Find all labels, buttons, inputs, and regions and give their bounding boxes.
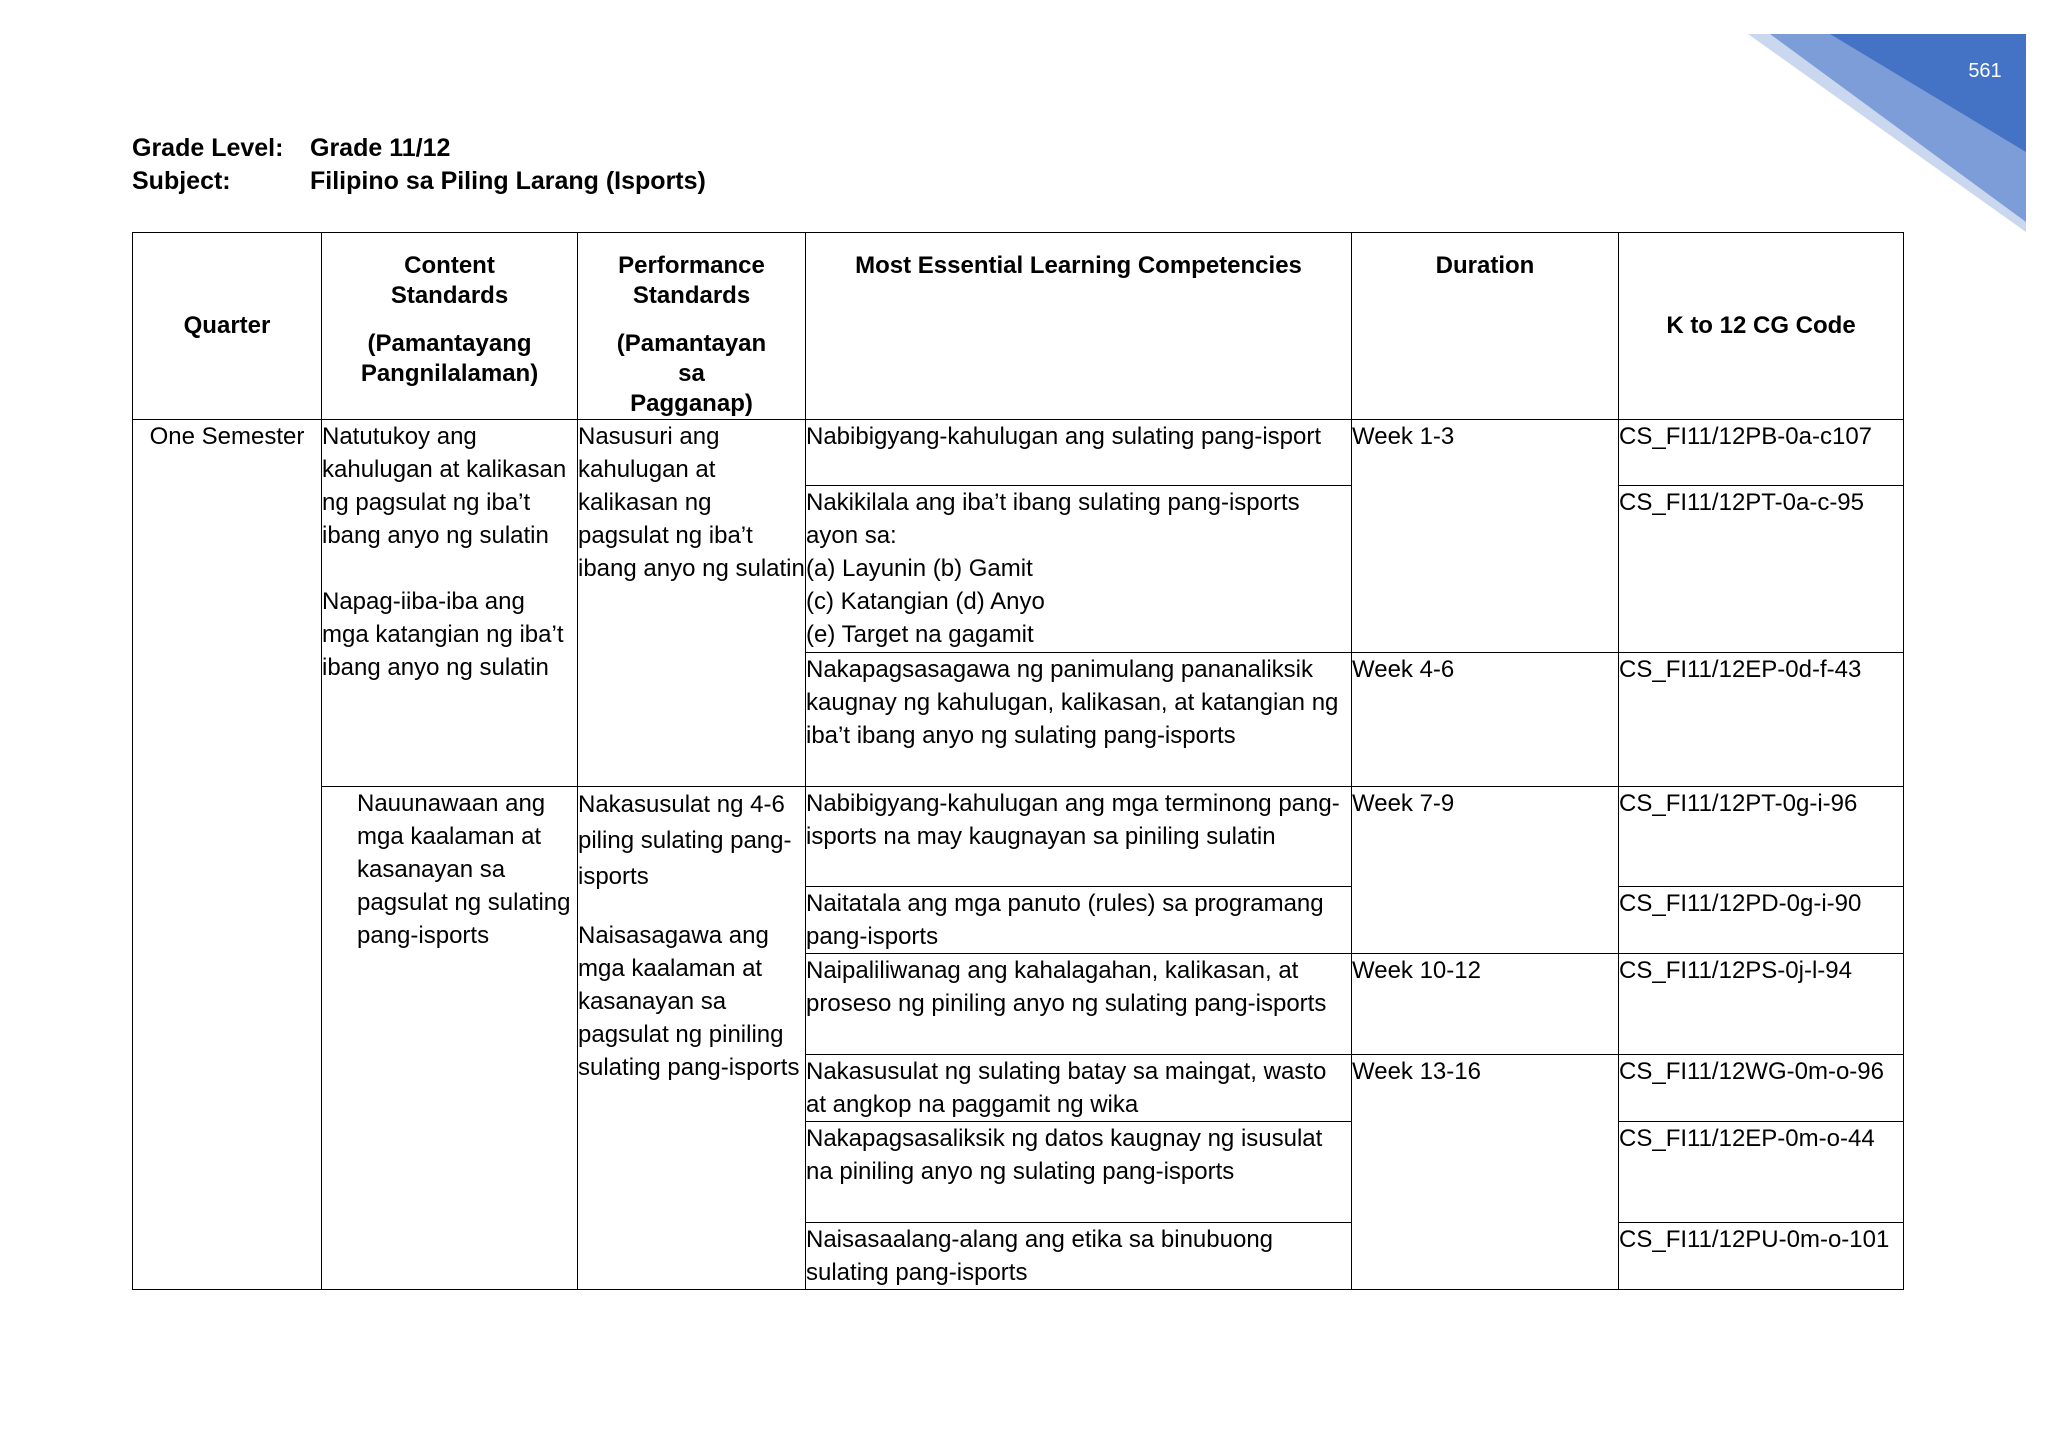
subject-label: Subject: bbox=[132, 167, 231, 195]
corner-decoration bbox=[0, 0, 2048, 260]
code-cell: CS_FI11/12PT-0g-i-96 bbox=[1619, 787, 1904, 887]
duration-cell: Week 1-3 bbox=[1352, 420, 1619, 653]
quarter-cell: One Semester bbox=[133, 420, 322, 1290]
performance-standards-cell bbox=[578, 787, 806, 1290]
code-cell: CS_FI11/12EP-0m-o-44 bbox=[1619, 1122, 1904, 1223]
duration-cell: Week 10-12 bbox=[1352, 954, 1619, 1055]
competency-text: Nakikilala ang iba’t ibang sulating pang-isports ayon sa: bbox=[806, 489, 1300, 549]
header-content-standards-title: Content Standards bbox=[390, 252, 509, 309]
table-row bbox=[133, 420, 1904, 486]
competency-cell: Nabibigyang-kahulugan ang mga terminong pang-isports na may kaugnayan sa piniling sulatin bbox=[806, 787, 1352, 887]
content-standards-cell bbox=[322, 420, 578, 787]
duration-cell: Week 7-9 bbox=[1352, 787, 1619, 954]
competency-cell: Naipaliliwanag ang kahalagahan, kalikasan, at proseso ng piniling anyo ng sulating pang-isports bbox=[806, 954, 1352, 1055]
grade-level-value: Grade 11/12 bbox=[310, 134, 451, 162]
header-code: K to 12 CG Code bbox=[1619, 233, 1904, 420]
header-performance-standards bbox=[578, 233, 806, 420]
header-content-standards-subtitle: (Pamantayang Pangnilalaman) bbox=[360, 330, 539, 387]
competency-list-item: (e) Target na gagamit bbox=[806, 621, 1034, 648]
header-duration bbox=[1352, 233, 1619, 420]
code-cell: CS_FI11/12PS-0j-l-94 bbox=[1619, 954, 1904, 1055]
header-melc bbox=[806, 233, 1352, 420]
table-header-row bbox=[133, 233, 1904, 420]
competency-cell: Nakasusulat ng sulating batay sa maingat, wasto at angkop na paggamit ng wika bbox=[806, 1055, 1352, 1122]
header-quarter: Quarter bbox=[133, 233, 322, 420]
document-meta bbox=[132, 132, 706, 198]
duration-cell: Week 13-16 bbox=[1352, 1055, 1619, 1290]
performance-standard: Nakasusulat ng 4-6 piling sulating pang-isports bbox=[578, 791, 792, 890]
competency-cell: Nabibigyang-kahulugan ang sulating pang-isport bbox=[806, 420, 1352, 486]
performance-standard: Nasusuri ang kahulugan at kalikasan ng pagsulat ng iba’t ibang anyo ng sulatin bbox=[578, 423, 805, 582]
competency-list-item: (a) Layunin (b) Gamit bbox=[806, 555, 1033, 582]
duration-cell: Week 4-6 bbox=[1352, 653, 1619, 787]
subject-row bbox=[132, 165, 706, 198]
header-melc-label: Most Essential Learning Competencies bbox=[855, 252, 1302, 279]
header-duration-label: Duration bbox=[1435, 252, 1535, 279]
competency-cell bbox=[806, 486, 1352, 653]
grade-level-label: Grade Level: bbox=[132, 134, 284, 162]
performance-standards-cell bbox=[578, 420, 806, 787]
competency-cell: Nakapagsasaliksik ng datos kaugnay ng isusulat na piniling anyo ng sulating pang-isports bbox=[806, 1122, 1352, 1223]
code-cell: CS_FI11/12PU-0m-o-101 bbox=[1619, 1223, 1904, 1290]
content-standard: Natutukoy ang kahulugan at kalikasan ng pagsulat ng iba’t ibang anyo ng sulatin bbox=[322, 423, 567, 549]
performance-standard: Naisasagawa ang mga kaalaman at kasanayan sa pagsulat ng piniling sulating pang-isports bbox=[578, 922, 800, 1081]
content-standard: Nauunawaan ang mga kaalaman at kasanayan sa pagsulat ng sulating pang-isports bbox=[357, 790, 571, 949]
code-cell: CS_FI11/12EP-0d-f-43 bbox=[1619, 653, 1904, 787]
competency-cell: Nakapagsasagawa ng panimulang pananaliksik kaugnay ng kahulugan, kalikasan, at katangian ng iba’t ibang anyo ng sulating pang-isports bbox=[806, 653, 1352, 787]
code-cell: CS_FI11/12PT-0a-c-95 bbox=[1619, 486, 1904, 653]
competency-cell: Naitatala ang mga panuto (rules) sa programang pang-isports bbox=[806, 887, 1352, 954]
competency-table bbox=[132, 232, 1904, 1290]
header-performance-standards-title: Performance Standards bbox=[618, 252, 765, 309]
competency-cell: Naisasaalang-alang ang etika sa binubuong sulating pang-isports bbox=[806, 1223, 1352, 1290]
code-cell: CS_FI11/12PD-0g-i-90 bbox=[1619, 887, 1904, 954]
competency-list-item: (c) Katangian (d) Anyo bbox=[806, 588, 1045, 615]
page-number: 561 bbox=[1968, 60, 2002, 82]
header-content-standards bbox=[322, 233, 578, 420]
table-row bbox=[133, 787, 1904, 887]
content-standards-cell bbox=[322, 787, 578, 1290]
header-performance-standards-subtitle: (Pamantayan sa Pagganap) bbox=[616, 330, 767, 417]
grade-level-row bbox=[132, 132, 706, 165]
subject-value: Filipino sa Piling Larang (Isports) bbox=[310, 167, 706, 195]
content-standard: Napag-iiba-iba ang mga katangian ng iba’t ibang anyo ng sulatin bbox=[322, 588, 564, 681]
code-cell: CS_FI11/12PB-0a-c107 bbox=[1619, 420, 1904, 486]
code-cell: CS_FI11/12WG-0m-o-96 bbox=[1619, 1055, 1904, 1122]
